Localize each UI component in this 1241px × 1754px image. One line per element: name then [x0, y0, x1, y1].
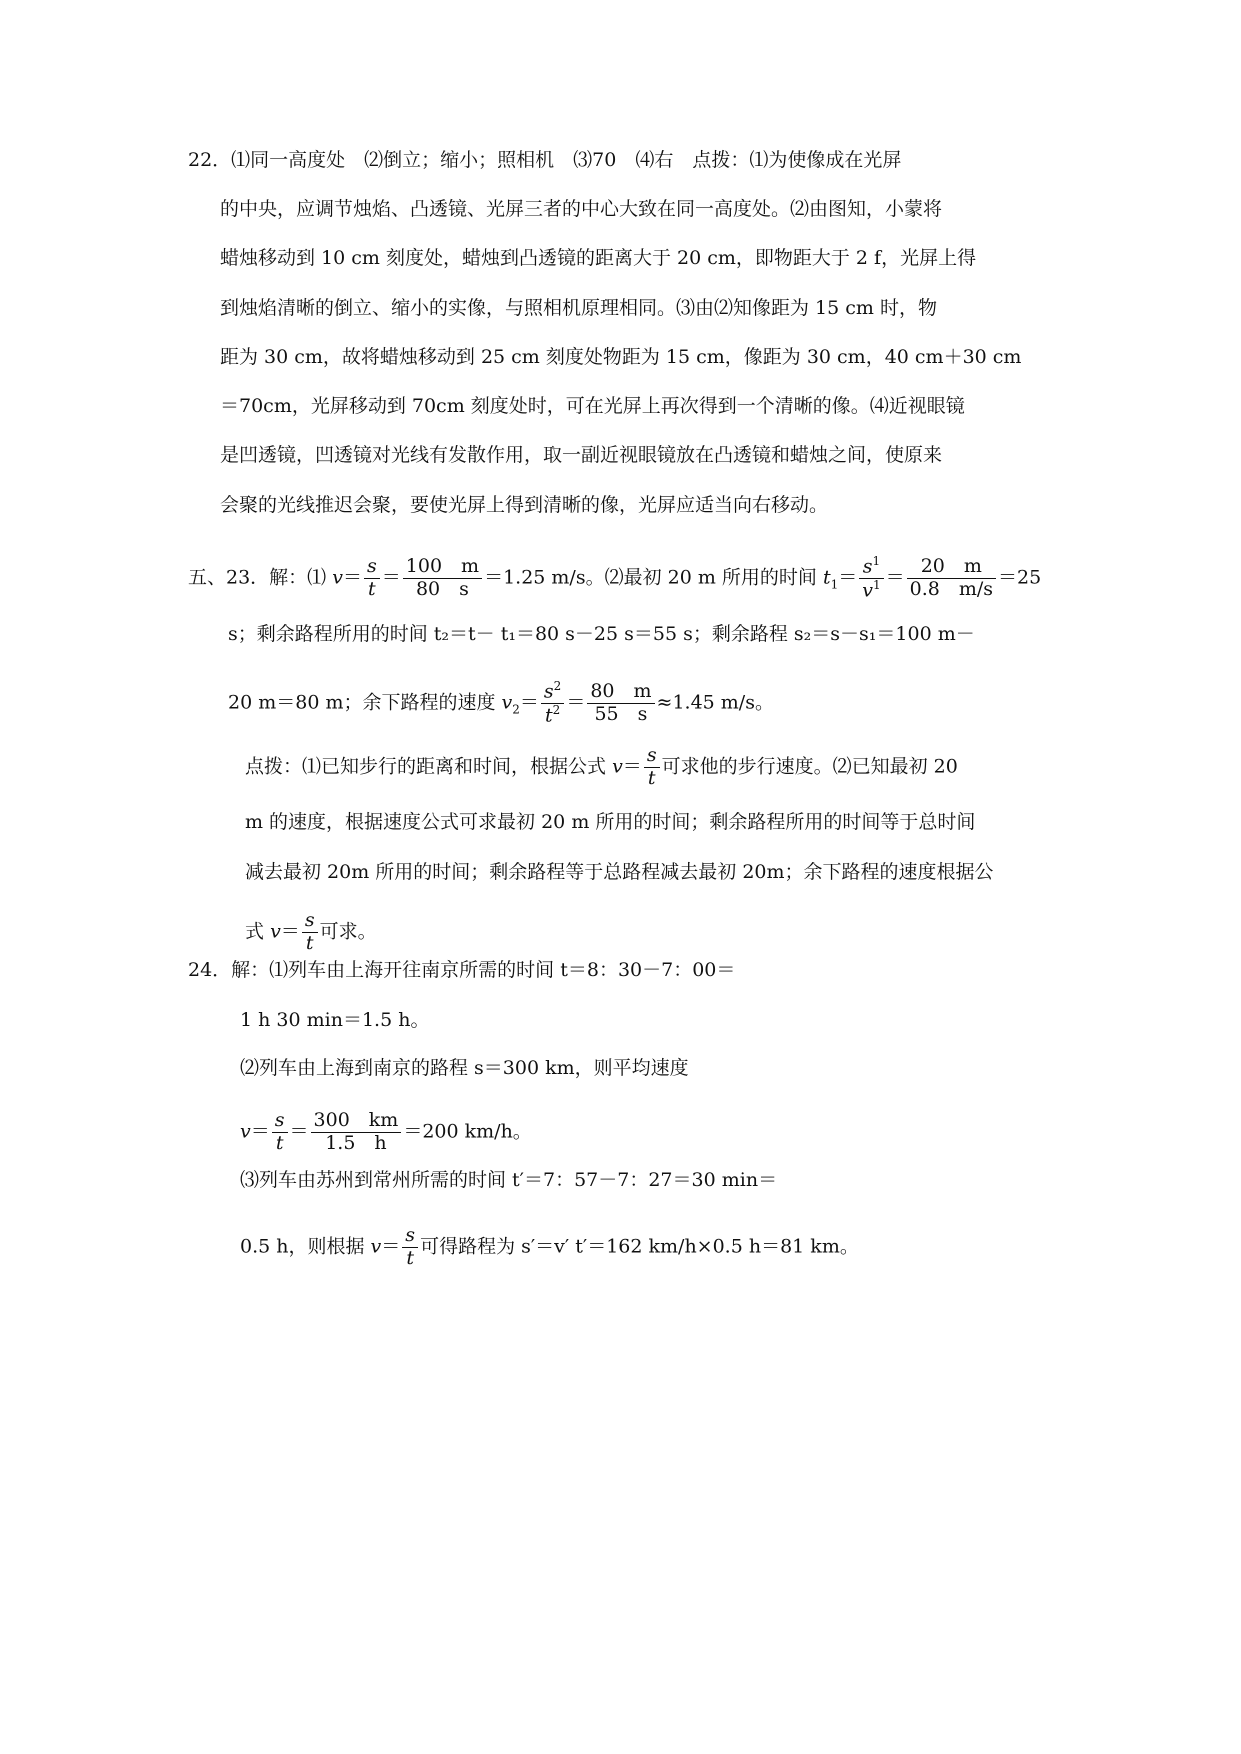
q22-line-3: 蜡烛移动到 10 cm 刻度处，蜡烛到凸透镜的距离大于 20 cm，即物距大于 2 f，光屏上得 [220, 247, 977, 269]
q24-line-5: ⑶列车由苏州到常州所需的时间 t′＝7：57－7：27＝30 min＝ [240, 1169, 778, 1191]
q23-hint-line-3: 减去最初 20m 所用的时间；剩余路程等于总路程减去最初 20m；余下路程的速度根据公 [245, 861, 994, 883]
q24-line-2: 1 h 30 min＝1.5 h。 [240, 1009, 430, 1031]
q22-line-7: 是凹透镜，凹透镜对光线有发散作用，取一副近视眼镜放在凸透镜和蜡烛之间，使原来 [220, 444, 943, 466]
fraction-s1-over-v1: $\frac{s^1}{v^1}$ [859, 555, 883, 602]
q23-line-1: 五、23．解：⑴ v＝ $\frac{s}{t}$ ＝ $\frac{100 m}{80 s}$ ＝1.25 m/s。⑵最初 20 m 所用的时间 $t_1=$ $\frac{s^1}{v^1}$ ＝ $\frac{20 m}{0.8 m/s}$ ＝25 [188, 554, 1042, 602]
q23-hint-line-1: 点拨：⑴已知步行的距离和时间，根据公式 v＝ $\frac{s}{t}$ 可求他的步行速度。⑵已知最初 20 [245, 744, 958, 789]
fraction-20m-08ms: $\frac{20 m}{0.8 m/s}$ [907, 556, 996, 601]
fraction-80m-55s: $\frac{80 m}{55 s}$ [587, 681, 654, 726]
q24-line-1: 24．解：⑴列车由上海开往南京所需的时间 t＝8：30－7：00＝ [188, 959, 736, 981]
q23-hint-line-4: 式 v＝ $\frac{s}{t}$ 可求。 [245, 909, 377, 954]
fraction-100m-80s: $\frac{100 m}{80 s}$ [403, 556, 482, 601]
q22-line-8: 会聚的光线推迟会聚，要使光屏上得到清晰的像，光屏应适当向右移动。 [220, 494, 829, 516]
q22-line-6: ＝70cm，光屏移动到 70cm 刻度处时，可在光屏上再次得到一个清晰的像。⑷近视眼镜 [220, 395, 965, 417]
fraction-s2-over-t2: $\frac{s^2}{t^2}$ [541, 680, 564, 727]
q22-line-2: 的中央，应调节烛焰、凸透镜、光屏三者的中心大致在同一高度处。⑵由图知，小蒙将 [220, 198, 943, 220]
q22-line-5: 距为 30 cm，故将蜡烛移动到 25 cm 刻度处物距为 15 cm，像距为 30 cm，40 cm＋30 cm [220, 346, 1022, 368]
q22-line-4: 到烛焰清晰的倒立、缩小的实像，与照相机原理相同。⑶由⑵知像距为 15 cm 时，物 [220, 297, 937, 319]
fraction-s-over-t: $\frac{s}{t}$ [364, 556, 380, 601]
q23-line-3: 20 m＝80 m；余下路程的速度 $v_2=$ $\frac{s^2}{t^2}$ ＝ $\frac{80 m}{55 s}$ ≈1.45 m/s。 [228, 679, 774, 727]
q24-line-3: ⑵列车由上海到南京的路程 s＝300 km，则平均速度 [240, 1057, 689, 1079]
q24-line-6: 0.5 h，则根据 v＝ $\frac{s}{t}$ 可得路程为 s′＝v′ t′＝162 km/h×0.5 h＝81 km。 [240, 1224, 859, 1269]
q23-hint-line-2: m 的速度，根据速度公式可求最初 20 m 所用的时间；剩余路程所用的时间等于总时间 [245, 811, 976, 833]
q22-line-1: 22．⑴同一高度处 ⑵倒立；缩小；照相机 ⑶70 ⑷右 点拨：⑴为使像成在光屏 [188, 149, 902, 171]
q24-line-4: v＝ $\frac{s}{t}$ ＝ $\frac{300 km}{1.5 h}$ ＝200 km/h。 [240, 1109, 532, 1154]
q23-line-2: s；剩余路程所用的时间 t₂＝t－ t₁＝80 s－25 s＝55 s；剩余路程 s₂＝s－s₁＝100 m－ [228, 623, 975, 645]
fraction-300km-15h: $\frac{300 km}{1.5 h}$ [311, 1110, 402, 1155]
